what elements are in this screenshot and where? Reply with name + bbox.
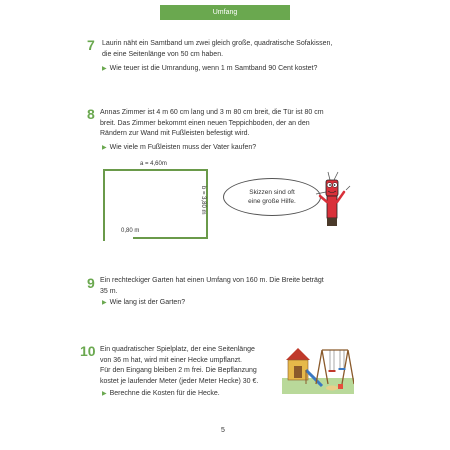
task-7-question [102, 64, 317, 74]
playground-illustration-icon [282, 338, 354, 394]
triangle-bullet-icon: ▶ [102, 300, 107, 306]
task-10-text [100, 345, 258, 387]
task-9-text [100, 276, 324, 297]
room-outline [103, 169, 208, 239]
task-10-line-2: von 36 m hat, wird mit einer Hecke umpflanzt. [100, 356, 243, 364]
task-10-question-text: Berechne die Kosten für die Hecke. [109, 390, 220, 397]
door-edge [103, 237, 105, 241]
task-8-line-2: breit. Das Zimmer bekommt einen neuen Teppichboden, der an den [100, 119, 310, 127]
task-9-question-text: Wie lang ist der Garten? [109, 299, 186, 306]
task-9-line-2: 35 m. [100, 287, 118, 295]
task-number-9: 9 [87, 275, 95, 291]
room-label-door: 0,80 m [121, 228, 140, 234]
task-8-question-text: Wie viele m Fußleisten muss der Vater kaufen? [109, 144, 257, 151]
task-9-line-1: Ein rechteckiger Garten hat einen Umfang von 160 m. Die Breite beträgt [100, 277, 324, 284]
speech-bubble-line-2: eine große Hilfe. [248, 198, 296, 205]
task-7-question-text: Wie teuer ist die Umrandung, wenn 1 m Samtband 90 Cent kostet? [109, 65, 318, 72]
task-number-10: 10 [80, 343, 96, 359]
task-7-line-1: Laurin näht ein Samtband um zwei gleich große, quadratische Sofakissen, [102, 40, 333, 47]
task-8-question [102, 143, 256, 153]
task-10-line-1: Ein quadratischer Spielplatz, der eine Seitenlänge [100, 346, 255, 353]
triangle-bullet-icon: ▶ [102, 145, 107, 151]
task-7-line-2: die eine Seitenlänge von 50 cm haben. [102, 50, 224, 58]
task-10-line-4: kostet je laufender Meter (jeder Meter Hecke) 30 €. [100, 377, 259, 385]
room-label-b: b = 3,80 m [200, 186, 206, 215]
room-bottom-wall [133, 237, 206, 239]
task-7-text [102, 39, 332, 60]
task-8-line-1: Annas Zimmer ist 4 m 60 cm lang und 3 m 80 cm breit, die Tür ist 80 cm [100, 109, 324, 116]
speech-bubble [223, 178, 321, 216]
triangle-bullet-icon: ▶ [102, 391, 107, 397]
pencil-mascot-icon [312, 170, 352, 228]
task-number-8: 8 [87, 106, 95, 122]
page-number: 5 [221, 427, 225, 434]
chapter-header [160, 5, 290, 20]
task-9-question [102, 298, 185, 308]
task-10-question [102, 389, 220, 399]
task-8-text [100, 108, 324, 140]
task-number-7: 7 [87, 37, 95, 53]
speech-bubble-line-1: Skizzen sind oft [249, 189, 295, 196]
triangle-bullet-icon: ▶ [102, 66, 107, 72]
task-10-line-3: Für den Eingang bleiben 2 m frei. Die Bepflanzung [100, 367, 257, 374]
task-8-line-3: Rändern zur Wand mit Fußleisten befestigt wird. [100, 130, 250, 137]
room-label-a: a = 4,60m [140, 161, 167, 167]
chapter-title: Umfang [212, 9, 238, 16]
